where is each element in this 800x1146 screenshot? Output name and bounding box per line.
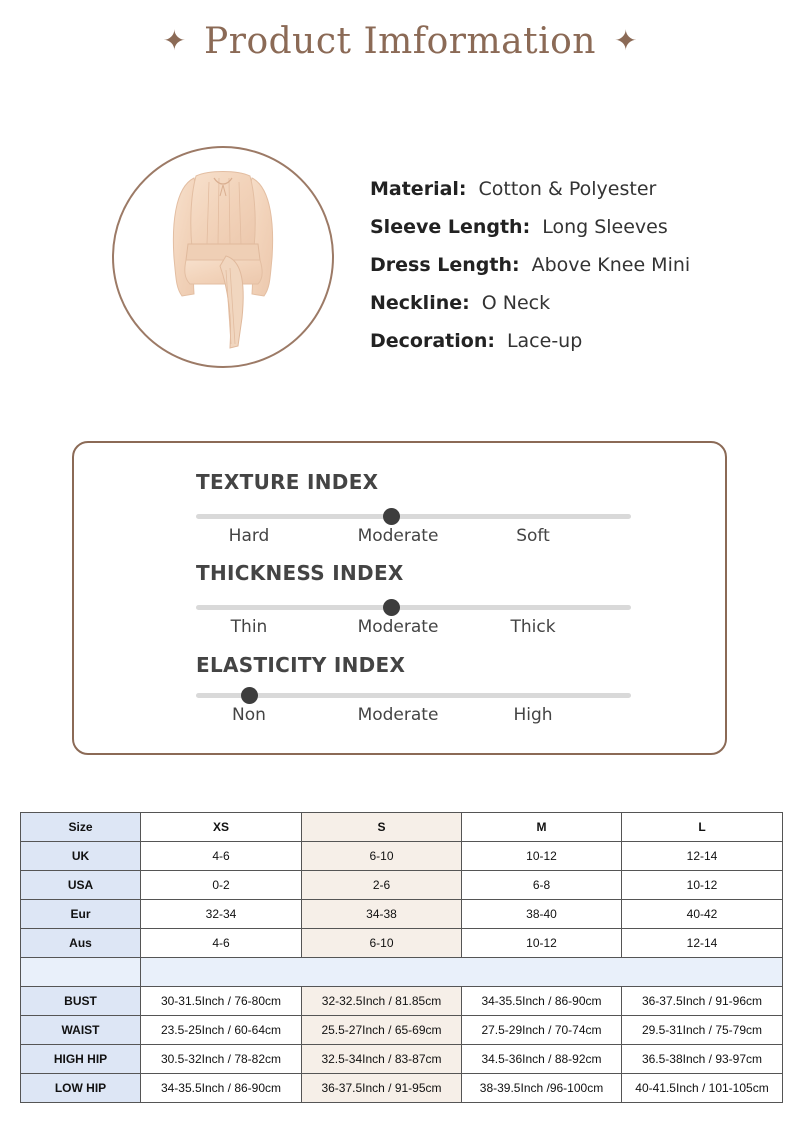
sparkle-icon: ✦ xyxy=(613,24,638,57)
table-row xyxy=(21,842,783,871)
table-cell: 34-35.5Inch / 86-90cm xyxy=(462,987,622,1016)
table-cell: 38-40 xyxy=(462,900,622,929)
thickness-index-title: THICKNESS INDEX xyxy=(196,561,404,585)
table-row xyxy=(21,900,783,929)
row-label: UK xyxy=(21,842,141,871)
elasticity-index-knob xyxy=(241,687,258,704)
size-chart-table xyxy=(20,812,783,1103)
table-cell: 29.5-31Inch / 75-79cm xyxy=(622,1016,783,1045)
table-header-cell: M xyxy=(462,813,622,842)
attribute-list xyxy=(370,170,690,360)
table-cell: 0-2 xyxy=(141,871,302,900)
attribute-dress-length xyxy=(370,246,690,284)
table-cell: 10-12 xyxy=(622,871,783,900)
thickness-index-track xyxy=(196,605,631,610)
row-label: LOW HIP xyxy=(21,1074,141,1103)
table-cell: 36-37.5Inch / 91-95cm xyxy=(302,1074,462,1103)
texture-label-mid: Moderate xyxy=(357,526,439,546)
page-title xyxy=(0,16,800,66)
table-cell: 32-32.5Inch / 81.85cm xyxy=(302,987,462,1016)
table-cell: 36.5-38Inch / 93-97cm xyxy=(622,1045,783,1074)
sparkle-icon: ✦ xyxy=(162,24,187,57)
thickness-label-mid: Moderate xyxy=(357,617,439,637)
elasticity-label-high: High xyxy=(513,705,553,725)
elasticity-index-track xyxy=(196,693,631,698)
table-row xyxy=(21,1074,783,1103)
attribute-key: Material: xyxy=(370,178,467,200)
blouse-image xyxy=(114,148,332,366)
table-header-cell: XS xyxy=(141,813,302,842)
thickness-label-high: Thick xyxy=(510,617,556,637)
texture-label-low: Hard xyxy=(228,526,270,546)
table-cell-empty xyxy=(21,958,141,987)
table-cell: 36-37.5Inch / 91-96cm xyxy=(622,987,783,1016)
table-cell: 32-34 xyxy=(141,900,302,929)
table-cell: 38-39.5Inch /96-100cm xyxy=(462,1074,622,1103)
row-label: Eur xyxy=(21,900,141,929)
table-cell: 12-14 xyxy=(622,929,783,958)
table-header-cell: Size xyxy=(21,813,141,842)
elasticity-label-low: Non xyxy=(232,705,266,725)
table-cell: 34-35.5Inch / 86-90cm xyxy=(141,1074,302,1103)
table-cell: 40-42 xyxy=(622,900,783,929)
texture-label-high: Soft xyxy=(516,526,550,546)
texture-index-knob xyxy=(383,508,400,525)
attribute-neckline xyxy=(370,284,690,322)
attribute-value: Cotton & Polyester xyxy=(478,178,657,200)
attribute-material xyxy=(370,170,690,208)
elasticity-index-title: ELASTICITY INDEX xyxy=(196,653,406,677)
elasticity-label-mid: Moderate xyxy=(357,705,439,725)
thickness-index-knob xyxy=(383,599,400,616)
table-cell-empty xyxy=(141,958,783,987)
row-label: Aus xyxy=(21,929,141,958)
table-cell: 6-8 xyxy=(462,871,622,900)
table-row xyxy=(21,1045,783,1074)
row-label: WAIST xyxy=(21,1016,141,1045)
table-cell: 6-10 xyxy=(302,929,462,958)
row-label: BUST xyxy=(21,987,141,1016)
row-label: HIGH HIP xyxy=(21,1045,141,1074)
table-cell: 34-38 xyxy=(302,900,462,929)
row-label: USA xyxy=(21,871,141,900)
attribute-value: Above Knee Mini xyxy=(531,254,691,276)
attribute-value: Long Sleeves xyxy=(542,216,668,238)
table-row xyxy=(21,871,783,900)
table-cell: 4-6 xyxy=(141,929,302,958)
table-cell: 10-12 xyxy=(462,842,622,871)
page-title-text: Product Imformation xyxy=(204,20,596,62)
table-spacer-row xyxy=(21,958,783,987)
table-row xyxy=(21,929,783,958)
table-row xyxy=(21,1016,783,1045)
table-cell: 30-31.5Inch / 76-80cm xyxy=(141,987,302,1016)
table-cell: 34.5-36Inch / 88-92cm xyxy=(462,1045,622,1074)
attribute-key: Neckline: xyxy=(370,292,470,314)
table-cell: 4-6 xyxy=(141,842,302,871)
texture-index-track xyxy=(196,514,631,519)
table-header-row xyxy=(21,813,783,842)
table-cell: 30.5-32Inch / 78-82cm xyxy=(141,1045,302,1074)
attribute-sleeve-length xyxy=(370,208,690,246)
table-cell: 2-6 xyxy=(302,871,462,900)
texture-index-title: TEXTURE INDEX xyxy=(196,470,379,494)
thickness-label-low: Thin xyxy=(230,617,268,637)
attribute-decoration xyxy=(370,322,690,360)
table-cell: 12-14 xyxy=(622,842,783,871)
table-cell: 25.5-27Inch / 65-69cm xyxy=(302,1016,462,1045)
table-row xyxy=(21,987,783,1016)
table-cell: 40-41.5Inch / 101-105cm xyxy=(622,1074,783,1103)
table-cell: 10-12 xyxy=(462,929,622,958)
table-cell: 27.5-29Inch / 70-74cm xyxy=(462,1016,622,1045)
attribute-key: Sleeve Length: xyxy=(370,216,531,238)
attribute-value: O Neck xyxy=(481,292,551,314)
attribute-key: Decoration: xyxy=(370,330,495,352)
product-photo xyxy=(112,146,334,368)
attribute-key: Dress Length: xyxy=(370,254,520,276)
table-header-cell: L xyxy=(622,813,783,842)
table-cell: 32.5-34Inch / 83-87cm xyxy=(302,1045,462,1074)
table-cell: 6-10 xyxy=(302,842,462,871)
attribute-value: Lace-up xyxy=(506,330,583,352)
table-cell: 23.5-25Inch / 60-64cm xyxy=(141,1016,302,1045)
table-header-cell: S xyxy=(302,813,462,842)
